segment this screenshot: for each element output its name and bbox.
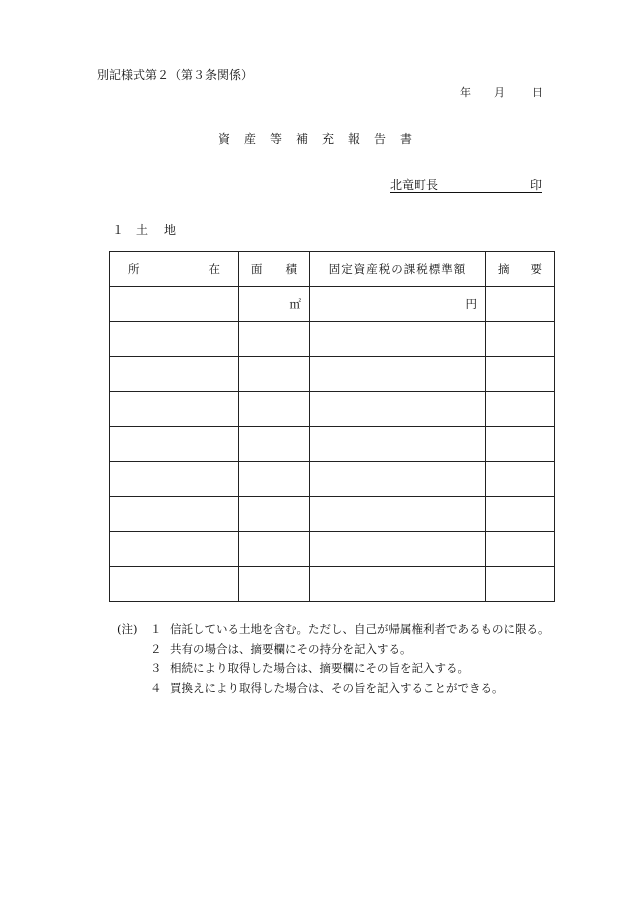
remarks-cell[interactable] — [486, 532, 555, 567]
remarks-cell[interactable] — [486, 427, 555, 462]
tax-base-cell[interactable] — [310, 392, 486, 427]
location-cell[interactable] — [110, 497, 239, 532]
tax-base-cell[interactable] — [310, 497, 486, 532]
location-cell[interactable] — [110, 532, 239, 567]
tax-base-cell[interactable] — [310, 567, 486, 602]
note-number: ２ — [150, 641, 162, 656]
tax-base-cell[interactable] — [310, 322, 486, 357]
location-cell[interactable] — [110, 287, 239, 322]
mayor-name: 北竜町長 — [390, 178, 439, 192]
note-item — [117, 679, 550, 699]
seal-mark: 印 — [529, 178, 542, 192]
date-year: 年 — [460, 86, 471, 99]
area-unit: ㎡ — [289, 297, 301, 311]
header-location: 所 在 — [110, 252, 239, 287]
note-item — [117, 659, 550, 679]
area-cell[interactable] — [239, 427, 310, 462]
table-header-row — [110, 252, 555, 287]
note-number: １ — [150, 622, 162, 636]
area-cell[interactable] — [239, 567, 310, 602]
table-row — [110, 567, 555, 602]
amount-unit: 円 — [465, 297, 477, 311]
remarks-cell[interactable] — [486, 567, 555, 602]
area-cell[interactable] — [239, 287, 310, 322]
note-number: ４ — [150, 680, 162, 695]
header-remarks: 摘 要 — [486, 252, 555, 287]
table-row — [110, 357, 555, 392]
date-line — [460, 84, 543, 100]
tax-base-cell[interactable] — [310, 287, 486, 322]
location-cell[interactable] — [110, 357, 239, 392]
form-label: 別記様式第２（第３条関係） — [97, 68, 254, 82]
note-text: 買換えにより取得した場合は、その旨を記入することができる。 — [170, 680, 504, 695]
area-cell[interactable] — [239, 322, 310, 357]
tax-base-cell[interactable] — [310, 532, 486, 567]
tax-base-cell[interactable] — [310, 427, 486, 462]
document-title: 資産等補充報告書 — [217, 132, 426, 146]
section-label: 土 地 — [136, 223, 179, 237]
land-table — [109, 251, 555, 602]
location-cell[interactable] — [110, 322, 239, 357]
note-text: 共有の場合は、摘要欄にその持分を記入する。 — [170, 641, 412, 656]
area-cell[interactable] — [239, 497, 310, 532]
mayor-line — [390, 176, 542, 193]
remarks-cell[interactable] — [486, 497, 555, 532]
area-cell[interactable] — [239, 357, 310, 392]
header-area: 面 積 — [239, 252, 310, 287]
table-row — [110, 392, 555, 427]
remarks-cell[interactable] — [486, 287, 555, 322]
date-month: 月 — [494, 86, 505, 99]
note-item — [117, 640, 550, 660]
location-cell[interactable] — [110, 392, 239, 427]
tax-base-cell[interactable] — [310, 357, 486, 392]
table-row — [110, 287, 555, 322]
remarks-cell[interactable] — [486, 392, 555, 427]
notes-prefix: (注) — [117, 622, 138, 636]
area-cell[interactable] — [239, 462, 310, 497]
date-day: 日 — [532, 86, 543, 99]
area-cell[interactable] — [239, 392, 310, 427]
tax-base-cell[interactable] — [310, 462, 486, 497]
table-row — [110, 462, 555, 497]
area-cell[interactable] — [239, 532, 310, 567]
location-cell[interactable] — [110, 427, 239, 462]
section-number: １ — [112, 223, 127, 237]
notes — [117, 620, 550, 698]
section-heading — [112, 221, 178, 238]
header-tax-base: 固定資産税の課税標準額 — [310, 252, 486, 287]
note-item — [117, 620, 550, 640]
table-row — [110, 497, 555, 532]
remarks-cell[interactable] — [486, 322, 555, 357]
note-number: ３ — [150, 661, 162, 675]
note-text: 相続により取得した場合は、摘要欄にその旨を記入する。 — [170, 661, 469, 675]
location-cell[interactable] — [110, 462, 239, 497]
remarks-cell[interactable] — [486, 462, 555, 497]
remarks-cell[interactable] — [486, 357, 555, 392]
location-cell[interactable] — [110, 567, 239, 602]
table-row — [110, 532, 555, 567]
table-row — [110, 427, 555, 462]
note-text: 信託している土地を含む。ただし、自己が帰属権利者であるものに限る。 — [170, 622, 550, 636]
table-row — [110, 322, 555, 357]
